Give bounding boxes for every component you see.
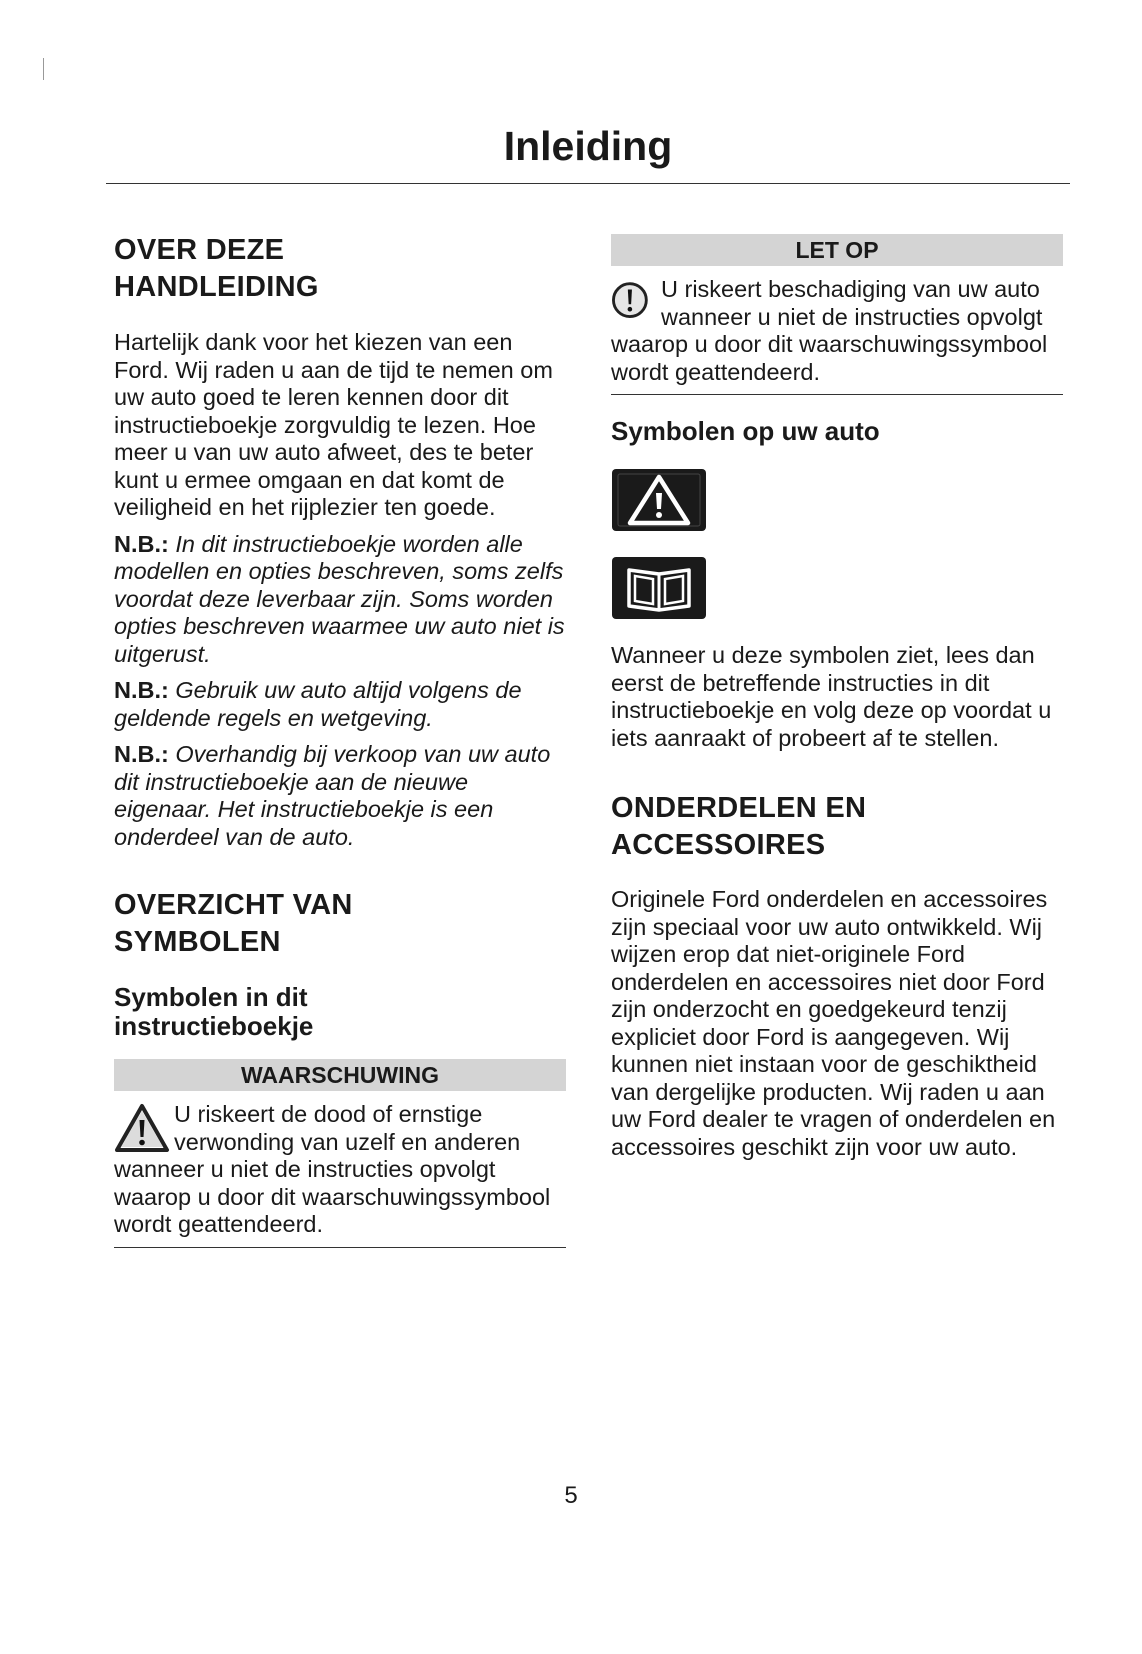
open-book-icon bbox=[611, 556, 707, 620]
warning-box bbox=[114, 1059, 566, 1248]
caution-exclamation-icon bbox=[611, 278, 657, 324]
note-label: N.B.: bbox=[114, 677, 169, 703]
section-heading-over-deze-handleiding: OVER DEZE HANDLEIDING bbox=[114, 234, 319, 303]
note-label: N.B.: bbox=[114, 530, 169, 557]
page-title: Inleiding bbox=[503, 123, 673, 169]
caution-box bbox=[611, 234, 1063, 395]
title-divider bbox=[106, 183, 1070, 184]
note-label: N.B.: bbox=[114, 741, 169, 767]
vehicle-symbols-paragraph: Wanneer u deze symbolen ziet, lees dan eerst de betreffende instructies in dit instructieboekje en volg deze op voordat u iets aanraakt of probeert af te stellen. bbox=[611, 642, 1052, 751]
caution-bottom-rule bbox=[611, 394, 1063, 395]
subheading-symbolen-op-uw-auto: Symbolen op uw auto bbox=[611, 416, 880, 446]
note-handover bbox=[114, 741, 566, 851]
note-text: Gebruik uw auto altijd volgens de geldende regels en wetgeving. bbox=[114, 677, 522, 731]
page-number: 5 bbox=[564, 1482, 578, 1509]
warning-triangle-icon bbox=[611, 468, 707, 532]
note-text: Overhandig bij verkoop van uw auto dit instructieboekje aan de nieuwe eigenaar. Het instructieboekje is een onderdeel van de auto. bbox=[114, 741, 551, 850]
note-regulations bbox=[114, 677, 566, 732]
crop-mark bbox=[43, 58, 44, 80]
section-heading-onderdelen-en-accessoires: ONDERDELEN EN ACCESSOIRES bbox=[611, 792, 867, 861]
parts-paragraph: Originele Ford onderdelen en accessoires zijn speciaal voor uw auto ontwikkeld. Wij wijzen erop dat niet-originele Ford onderdelen en accessoires niet door Ford zijn onderzocht en goedgekeurd tenzij expliciet door Ford is aangegeven. Wij kunnen niet instaan voor de geschiktheid van dergelijke producten. Wij raden u aan uw Ford dealer te vragen of onderdelen en accessoires geschikt zijn voor uw auto. bbox=[611, 886, 1056, 1160]
left-column bbox=[114, 232, 566, 1248]
warning-body bbox=[114, 1091, 566, 1239]
warning-text: U riskeert de dood of ernstige verwonding van uzelf en anderen wanneer u niet de instructies opvolgt waarop u door dit waarschuwingssymbool wordt geattendeerd. bbox=[114, 1101, 551, 1237]
section-heading-overzicht-van-symbolen: OVERZICHT VAN SYMBOLEN bbox=[114, 889, 353, 958]
warning-triangle-icon bbox=[114, 1103, 170, 1153]
warning-bottom-rule bbox=[114, 1247, 566, 1248]
note-options bbox=[114, 531, 566, 669]
caution-text: U riskeert beschadiging van uw auto wanneer u niet de instructies opvolgt waarop u door dit waarschuwingssymbool wordt geattendeerd. bbox=[611, 276, 1048, 385]
warning-header: WAARSCHUWING bbox=[114, 1059, 566, 1091]
subheading-symbolen-in-dit-instructieboekje: Symbolen in dit instructieboekje bbox=[114, 982, 314, 1041]
caution-body bbox=[611, 266, 1063, 386]
note-text: In dit instructieboekje worden alle modellen en opties beschreven, soms zelfs voordat deze leverbaar zijn. Soms worden opties beschreven waarmee uw auto niet is uitgerust. bbox=[114, 530, 565, 667]
intro-paragraph: Hartelijk dank voor het kiezen van een Ford. Wij raden u aan de tijd te nemen om uw auto goed te leren kennen door dit instructieboekje zorgvuldig te lezen. Hoe meer u van uw auto afweet, des te beter kunt u ermee omgaan en dat komt de veiligheid en het rijplezier ten goede. bbox=[114, 329, 553, 520]
caution-header: LET OP bbox=[611, 234, 1063, 266]
right-column bbox=[611, 234, 1063, 1161]
